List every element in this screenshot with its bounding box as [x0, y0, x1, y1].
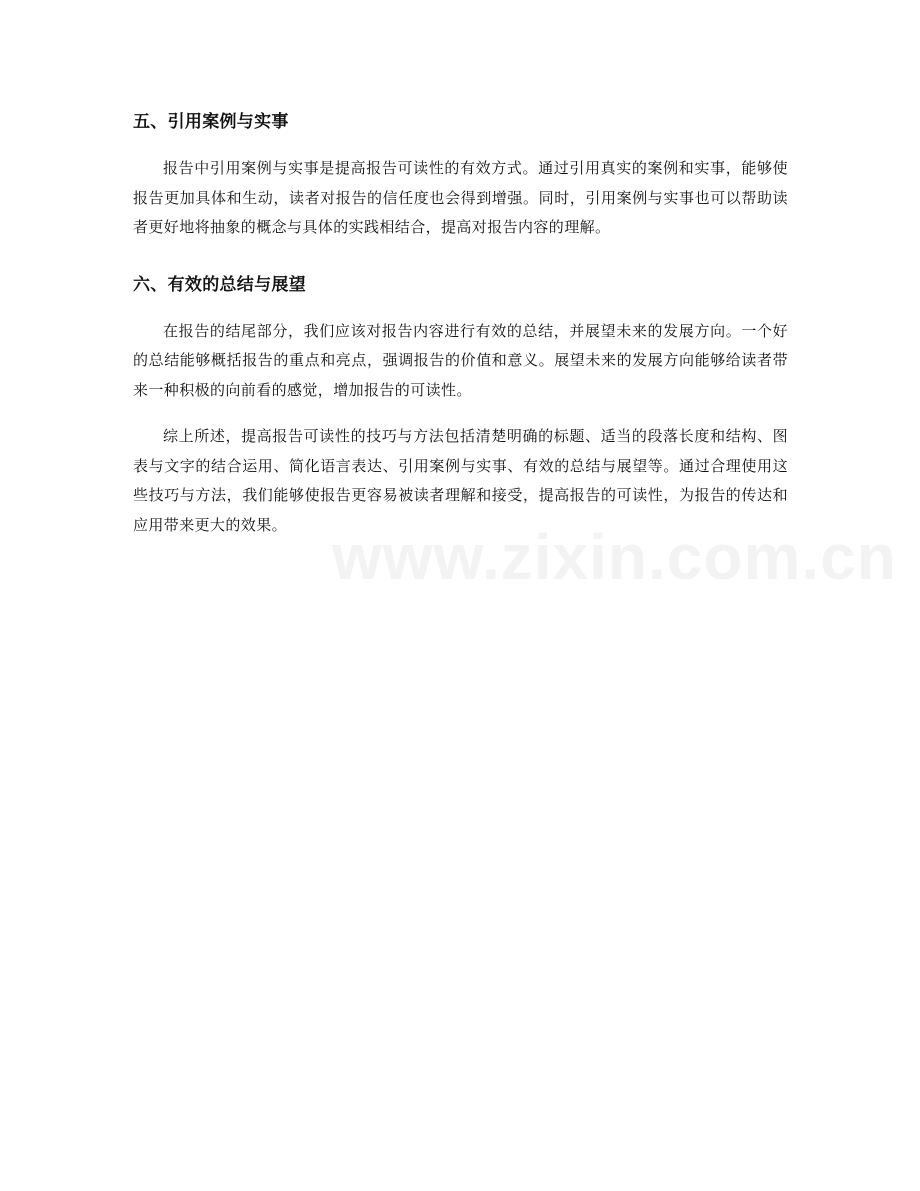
section-citing-cases [133, 108, 788, 243]
section-summary-outlook [133, 271, 788, 541]
paragraph: 在报告的结尾部分，我们应该对报告内容进行有效的总结，并展望未来的发展方向。一个好的总结能够概括报告的重点和亮点，强调报告的价值和意义。展望未来的发展方向能够给读者带来一种积极的向前看的感觉，增加报告的可读性。 [133, 321, 788, 399]
watermark: www.zixin.com.cn [332, 521, 897, 593]
document-content [133, 108, 788, 540]
paragraph: 综上所述，提高报告可读性的技巧与方法包括清楚明确的标题、适当的段落长度和结构、图表与文字的结合运用、简化语言表达、引用案例与实事、有效的总结与展望等。通过合理使用这些技巧与方法，我们能够使报告更容易被读者理解和接受，提高报告的可读性，为报告的传达和应用带来更大的效果。 [133, 427, 788, 534]
section-heading: 五、引用案例与实事 [133, 112, 289, 132]
section-heading: 六、有效的总结与展望 [133, 274, 306, 295]
paragraph: 报告中引用案例与实事是提高报告可读性的有效方式。通过引用真实的案例和实事，能够使报告更加具体和生动，读者对报告的信任度也会得到增强。同时，引用案例与实事也可以帮助读者更好地将抽象的概念与具体的实践相结合，提高对报告内容的理解。 [133, 159, 788, 236]
